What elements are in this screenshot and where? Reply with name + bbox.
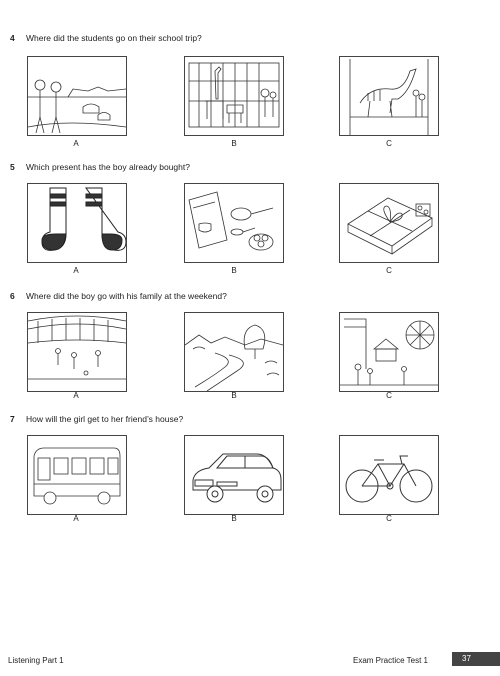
question-number: 5: [10, 162, 15, 172]
option-b[interactable]: B: [231, 391, 237, 400]
test-label: Exam Practice Test 1: [353, 656, 428, 665]
question-text: How will the girl get to her friend’s house?: [26, 414, 184, 424]
option-c[interactable]: C: [386, 391, 392, 400]
option-b[interactable]: B: [231, 139, 237, 148]
cookbook-pan-picture-icon[interactable]: [184, 183, 284, 263]
question-text: Where did the boy go with his family at the weekend?: [26, 291, 227, 301]
question-text: Which present has the boy already bought?: [26, 162, 190, 172]
question-number: 6: [10, 291, 15, 301]
option-a[interactable]: A: [73, 266, 79, 275]
car-picture-icon[interactable]: [184, 435, 284, 515]
question-number: 4: [10, 33, 15, 43]
option-b[interactable]: B: [231, 514, 237, 523]
question-6: [10, 291, 227, 301]
stadium-picture-icon[interactable]: [27, 312, 127, 392]
option-c[interactable]: C: [386, 139, 392, 148]
option-c[interactable]: C: [386, 266, 392, 275]
chocolate-box-picture-icon[interactable]: [339, 183, 439, 263]
bicycle-picture-icon[interactable]: [339, 435, 439, 515]
park-walk-picture-icon[interactable]: [27, 56, 127, 136]
countryside-river-picture-icon[interactable]: [184, 312, 284, 392]
socks-picture-icon[interactable]: [27, 183, 127, 263]
funfair-picture-icon[interactable]: [339, 312, 439, 392]
option-a[interactable]: A: [73, 391, 79, 400]
option-b[interactable]: B: [231, 266, 237, 275]
section-label: Listening Part 1: [8, 656, 64, 665]
page-number: 37: [452, 652, 500, 666]
question-number: 7: [10, 414, 15, 424]
bus-picture-icon[interactable]: [27, 435, 127, 515]
question-text: Where did the students go on their school trip?: [26, 33, 202, 43]
museum-dinosaur-picture-icon[interactable]: [339, 56, 439, 136]
option-a[interactable]: A: [73, 514, 79, 523]
question-7: [10, 414, 183, 424]
zoo-giraffe-zebra-picture-icon[interactable]: [184, 56, 284, 136]
question-5: [10, 162, 190, 172]
option-c[interactable]: C: [386, 514, 392, 523]
option-a[interactable]: A: [73, 139, 79, 148]
question-4: [10, 33, 202, 43]
